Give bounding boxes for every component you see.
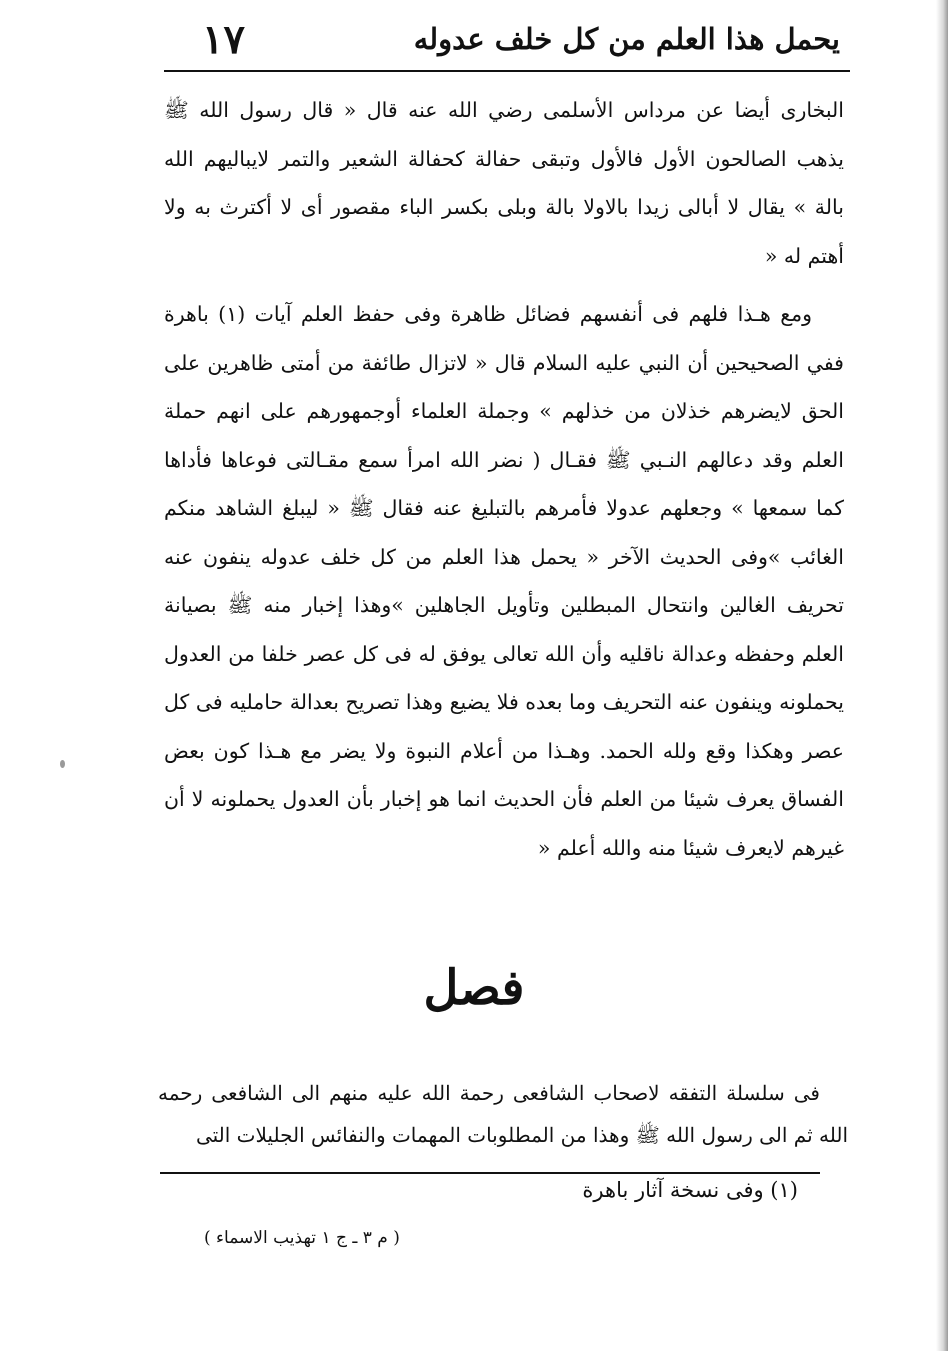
running-title: يحمل هذا العلم من كل خلف عدوله — [413, 22, 840, 56]
page-edge-shadow — [936, 0, 948, 1351]
paragraph: البخارى أيضا عن مرداس الأسلمى رضي الله عنه قال « قال رسول الله ﷺ يذهب الصالحون الأول فالأول وتبقى حفالة كحفالة الشعير والتمر لايباليهم الله بالة » يقال لا أبالى زيدا بالاولا بالة وبلى بكسر الباء مقصور أى لا أكترث به ولا أهتم له « — [164, 98, 844, 268]
scan-speck — [60, 760, 65, 768]
header-rule — [164, 70, 850, 72]
page-header — [196, 14, 846, 70]
signature-mark: ( م ٣ ـ ج ١ تهذيب الاسماء ) — [204, 1228, 400, 1248]
section-text: فى سلسلة التفقه لاصحاب الشافعى رحمة الله عليه منهم الى الشافعى رحمه الله ثم الى رسول الله ﷺ وهذا من المطلوبات المهمات والنفائس الجليلات التى — [158, 1081, 848, 1147]
section-heading: فصل — [423, 960, 525, 1016]
footnote: (١) وفى نسخة آثار باهرة — [582, 1178, 798, 1202]
body-text — [164, 86, 844, 872]
footnote-rule — [160, 1172, 820, 1174]
page-number: ١٧ — [202, 16, 245, 63]
paragraph: ومع هـذا فلهم فى أنفسهم فضائل ظاهرة وفى حفظ العلم آيات (١) باهرة ففي الصحيحين أن النبي عليه السلام قال « لاتزال طائفة من أمتى ظاهرين على الحق لايضرهم خذلان من خذلهم » وجملة العلماء أوجمهورهم على انهم حملة العلم وقد دعالهم النـبي ﷺ فقـال ( نضر الله امرأ سمع مقـالتى فوعاها فأداها كما سمعها » وجعلهم عدولا فأمرهم بالتبليغ عنه فقال ﷺ « ليبلغ الشاهد منكم الغائب »وفى الحديث الآخر « يحمل هذا العلم من كل خلف عدوله ينفون عنه تحريف الغالين وانتحال المبطلين وتأويل الجاهلين »وهذا إخبار منه ﷺ بصيانة العلم وحفظه وعدالة ناقليه وأن الله تعالى يوفق له فى كل عصر خلفا من العدول يحملونه وينفون عنه التحريف وما بعده فلا يضيع وهذا تصريح بعدالة حامليه فى كل عصر وهكذا وقع ولله الحمد. وهـذا من أعلام النبوة ولا يضر مع هـذا كون بعض الفساق يعرف شيئا من العلم فأن الحديث انما هو إخبار بأن العدول يحملونه لا أن غيرهم لايعرف شيئا منه والله أعلم « — [164, 302, 844, 860]
